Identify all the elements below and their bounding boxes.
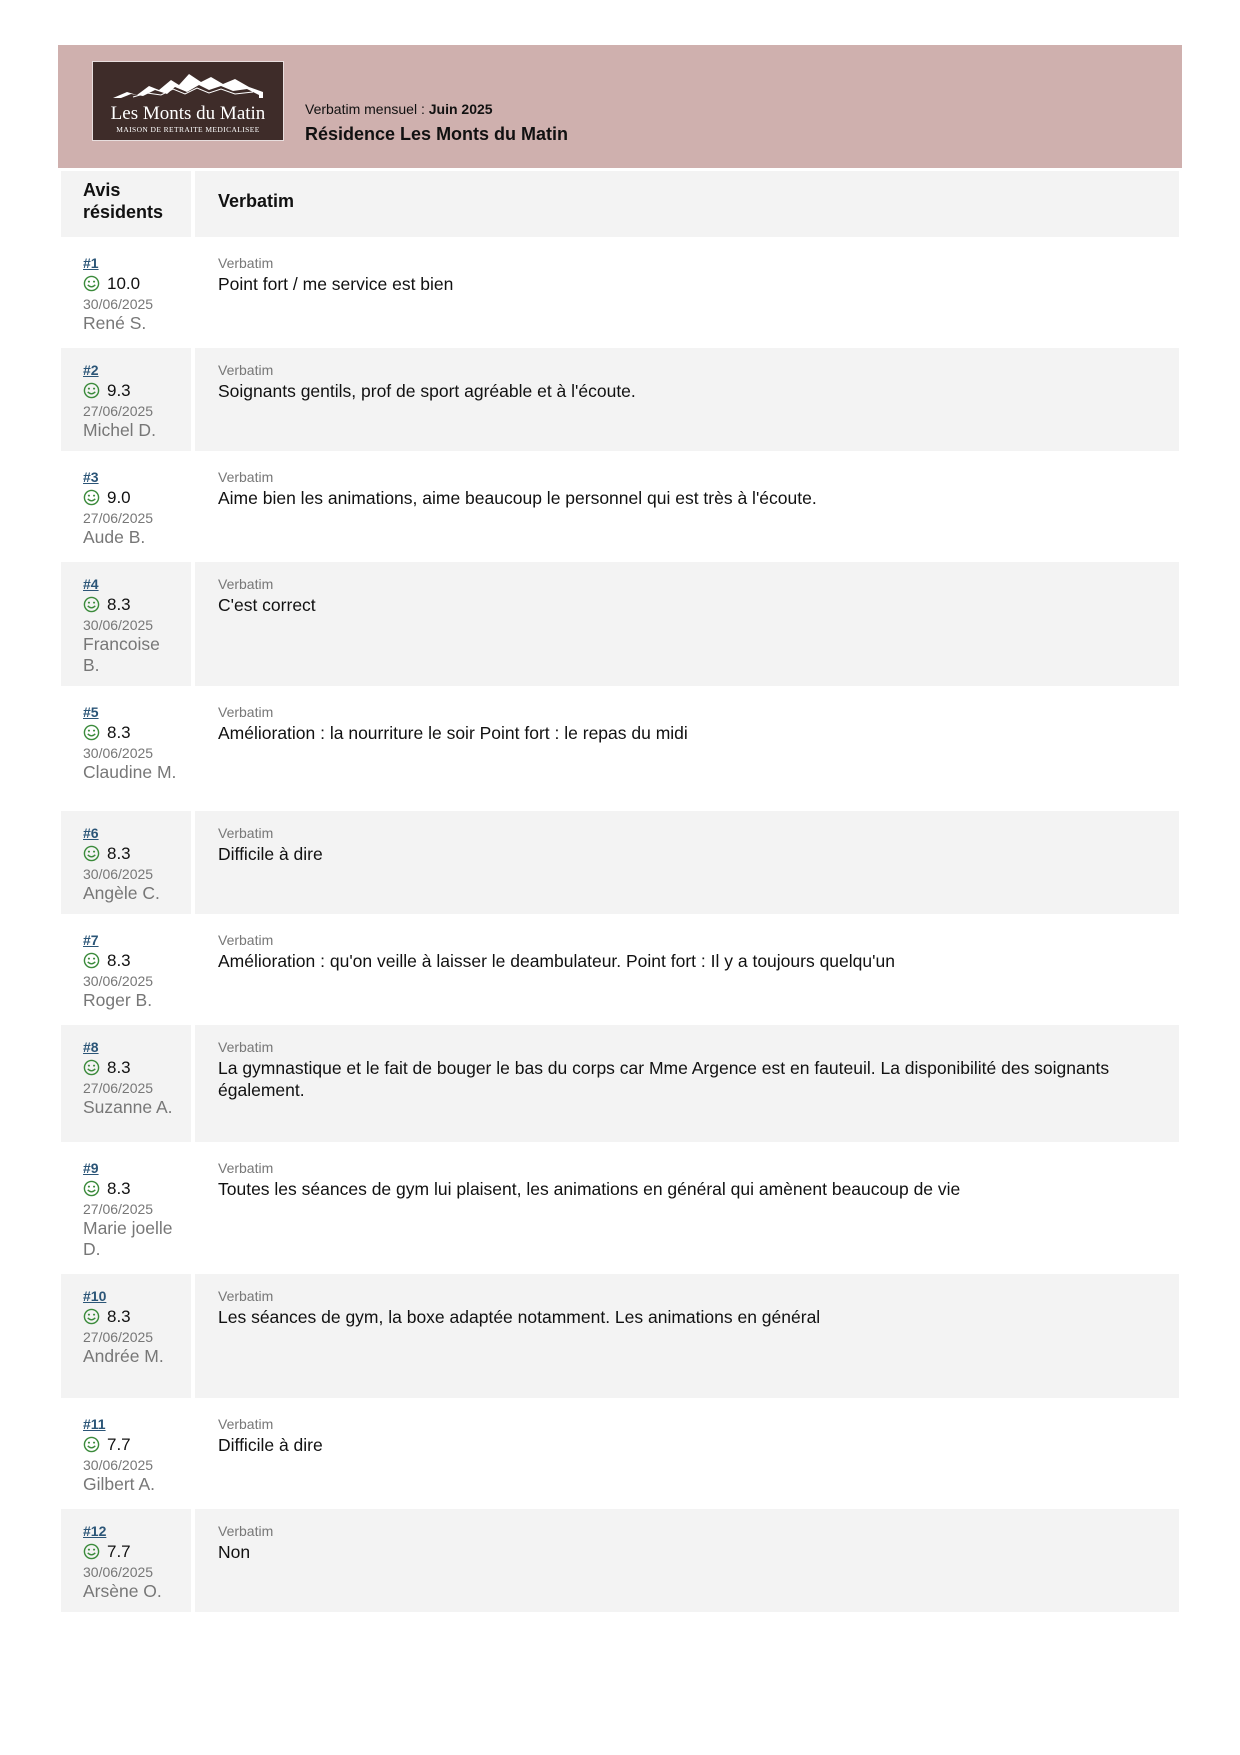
verbatim-label: Verbatim: [218, 932, 274, 948]
review-number-link[interactable]: #5: [83, 704, 99, 720]
verbatim-text: Difficile à dire: [218, 844, 323, 864]
report-period: Juin 2025: [428, 101, 493, 117]
table-row: [61, 348, 1179, 451]
verbatim-text: Aime bien les animations, aime beaucoup le personnel qui est très à l'écoute.: [218, 488, 817, 508]
resident-name: René S.: [83, 313, 147, 333]
verbatim-label: Verbatim: [218, 704, 274, 720]
review-score: 8.3: [107, 723, 131, 742]
review-score: 8.3: [107, 951, 131, 970]
smiley-icon: [83, 724, 100, 741]
review-score: 10.0: [107, 274, 141, 293]
verbatim-cell: [195, 1146, 1179, 1270]
table-header-row: [61, 171, 1179, 237]
review-date: 30/06/2025: [83, 866, 154, 882]
review-date: 27/06/2025: [83, 1329, 154, 1345]
resident-name: Claudine M.: [83, 762, 177, 782]
table-row: [61, 1146, 1179, 1270]
resident-name: Arsène O.: [83, 1581, 162, 1601]
verbatim-label: Verbatim: [218, 576, 274, 592]
resident-name: Aude B.: [83, 527, 146, 547]
logo-tagline: MAISON DE RETRAITE MEDICALISEE: [116, 125, 260, 134]
review-meta-cell: [61, 562, 191, 686]
review-score: 8.3: [107, 595, 131, 614]
score-line: [83, 594, 179, 615]
review-date: 30/06/2025: [83, 1457, 154, 1473]
residence-title: Résidence Les Monts du Matin: [305, 124, 569, 144]
resident-name: Suzanne A.: [83, 1097, 173, 1117]
verbatim-text: Point fort / me service est bien: [218, 274, 454, 294]
verbatim-text: La gymnastique et le fait de bouger le bas du corps car Mme Argence est en fauteuil. La disponibilité des soignants également.: [218, 1058, 1110, 1100]
verbatim-table: [61, 171, 1179, 1616]
review-score: 9.3: [107, 381, 131, 400]
header-verbatim: Verbatim: [195, 171, 1179, 237]
verbatim-cell: [195, 811, 1179, 914]
logo-name: Les Monts du Matin: [110, 103, 266, 124]
verbatim-label: Verbatim: [218, 1039, 274, 1055]
verbatim-label: Verbatim: [218, 1288, 274, 1304]
report-header: [58, 45, 1182, 168]
verbatim-text: Amélioration : la nourriture le soir Point fort : le repas du midi: [218, 723, 688, 743]
table-row: [61, 455, 1179, 558]
score-line: [83, 722, 179, 743]
resident-name: Gilbert A.: [83, 1474, 155, 1494]
verbatim-label: Verbatim: [218, 1523, 274, 1539]
smiley-icon: [83, 1059, 100, 1076]
review-meta-cell: [61, 241, 191, 344]
verbatim-text: Non: [218, 1542, 251, 1562]
review-number-link[interactable]: #9: [83, 1160, 99, 1176]
score-line: [83, 1541, 179, 1562]
verbatim-cell: [195, 1402, 1179, 1505]
review-meta-cell: [61, 690, 191, 807]
review-date: 27/06/2025: [83, 403, 154, 419]
report-prefix: Verbatim mensuel :: [305, 101, 429, 117]
verbatim-cell: [195, 241, 1179, 344]
review-date: 30/06/2025: [83, 296, 154, 312]
review-date: 30/06/2025: [83, 973, 154, 989]
verbatim-label: Verbatim: [218, 1416, 274, 1432]
review-meta-cell: [61, 348, 191, 451]
review-score: 8.3: [107, 1179, 131, 1198]
smiley-icon: [83, 845, 100, 862]
score-line: [83, 1306, 179, 1327]
review-score: 8.3: [107, 1307, 131, 1326]
resident-name: Angèle C.: [83, 883, 160, 903]
review-number-link[interactable]: #10: [83, 1288, 107, 1304]
score-line: [83, 380, 179, 401]
review-number-link[interactable]: #4: [83, 576, 99, 592]
verbatim-cell: [195, 348, 1179, 451]
review-meta-cell: [61, 811, 191, 914]
verbatim-label: Verbatim: [218, 362, 274, 378]
review-score: 9.0: [107, 488, 131, 507]
report-period-line: [305, 101, 493, 117]
verbatim-cell: [195, 1274, 1179, 1398]
review-date: 27/06/2025: [83, 1201, 154, 1217]
review-number-link[interactable]: #12: [83, 1523, 107, 1539]
verbatim-text: Les séances de gym, la boxe adaptée notamment. Les animations en général: [218, 1307, 821, 1327]
resident-name: Francoise B.: [83, 634, 160, 675]
review-date: 30/06/2025: [83, 617, 154, 633]
resident-name: Marie joelle D.: [83, 1218, 173, 1259]
mountains-icon: [113, 68, 263, 102]
verbatim-text: Toutes les séances de gym lui plaisent, les animations en général qui amènent beaucoup de vie: [218, 1179, 961, 1199]
score-line: [83, 1434, 179, 1455]
smiley-icon: [83, 275, 100, 292]
table-row: [61, 1402, 1179, 1505]
resident-name: Michel D.: [83, 420, 156, 440]
review-number-link[interactable]: #11: [83, 1416, 106, 1432]
table-row: [61, 918, 1179, 1021]
verbatim-text: Difficile à dire: [218, 1435, 323, 1455]
review-score: 7.7: [107, 1435, 131, 1454]
review-meta-cell: [61, 1025, 191, 1142]
review-date: 30/06/2025: [83, 745, 154, 761]
resident-name: Andrée M.: [83, 1346, 164, 1366]
verbatim-cell: [195, 1025, 1179, 1142]
header-reviews: Avis résidents: [61, 171, 191, 237]
score-line: [83, 273, 179, 294]
smiley-icon: [83, 1543, 100, 1560]
review-meta-cell: [61, 918, 191, 1021]
smiley-icon: [83, 596, 100, 613]
score-line: [83, 950, 179, 971]
smiley-icon: [83, 1308, 100, 1325]
review-date: 27/06/2025: [83, 510, 154, 526]
table-row: [61, 562, 1179, 686]
verbatim-cell: [195, 455, 1179, 558]
verbatim-cell: [195, 562, 1179, 686]
residence-logo: [92, 61, 284, 141]
smiley-icon: [83, 382, 100, 399]
review-score: 8.3: [107, 844, 131, 863]
review-score: 8.3: [107, 1058, 131, 1077]
review-meta-cell: [61, 455, 191, 558]
review-date: 27/06/2025: [83, 1080, 154, 1096]
review-meta-cell: [61, 1402, 191, 1505]
verbatim-cell: [195, 1509, 1179, 1612]
verbatim-label: Verbatim: [218, 1160, 274, 1176]
review-score: 7.7: [107, 1542, 131, 1561]
smiley-icon: [83, 1436, 100, 1453]
verbatim-label: Verbatim: [218, 825, 274, 841]
table-row: [61, 1025, 1179, 1142]
score-line: [83, 487, 179, 508]
verbatim-text: Soignants gentils, prof de sport agréable et à l'écoute.: [218, 381, 636, 401]
smiley-icon: [83, 952, 100, 969]
review-meta-cell: [61, 1274, 191, 1398]
smiley-icon: [83, 1180, 100, 1197]
verbatim-cell: [195, 918, 1179, 1021]
review-meta-cell: [61, 1146, 191, 1270]
review-date: 30/06/2025: [83, 1564, 154, 1580]
table-row: [61, 241, 1179, 344]
verbatim-cell: [195, 690, 1179, 807]
verbatim-text: C'est correct: [218, 595, 316, 615]
table-row: [61, 690, 1179, 807]
review-number-link[interactable]: #7: [83, 932, 99, 948]
review-meta-cell: [61, 1509, 191, 1612]
table-row: [61, 1509, 1179, 1612]
table-row: [61, 811, 1179, 914]
verbatim-label: Verbatim: [218, 255, 274, 271]
verbatim-text: Amélioration : qu'on veille à laisser le deambulateur. Point fort : Il y a toujours quelqu'un: [218, 951, 895, 971]
score-line: [83, 1057, 179, 1078]
score-line: [83, 843, 179, 864]
review-number-link[interactable]: #1: [83, 255, 99, 271]
review-number-link[interactable]: #3: [83, 469, 99, 485]
resident-name: Roger B.: [83, 990, 153, 1010]
review-number-link[interactable]: #2: [83, 362, 99, 378]
score-line: [83, 1178, 179, 1199]
review-number-link[interactable]: #8: [83, 1039, 99, 1055]
review-number-link[interactable]: #6: [83, 825, 99, 841]
smiley-icon: [83, 489, 100, 506]
table-body: [61, 241, 1179, 1612]
table-row: [61, 1274, 1179, 1398]
verbatim-label: Verbatim: [218, 469, 274, 485]
